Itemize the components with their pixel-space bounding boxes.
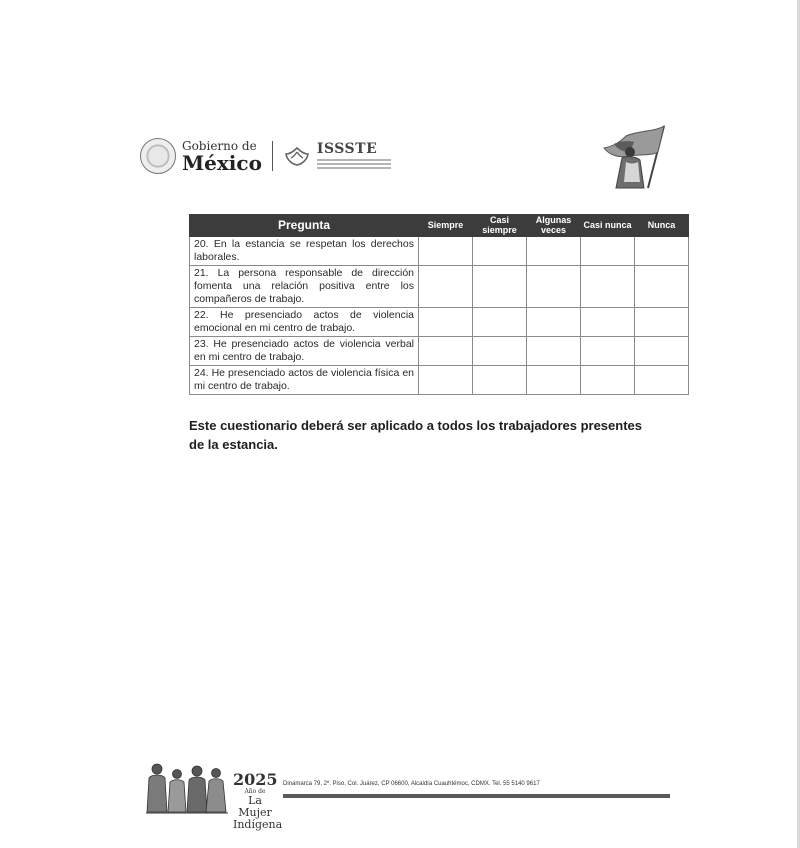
- table-header-row: [190, 215, 689, 237]
- header-logos: [140, 138, 391, 174]
- gobierno-logo-text: [182, 140, 262, 173]
- table-row: [190, 337, 689, 366]
- year-number: 2025: [233, 770, 278, 789]
- answer-cell-algunas-veces[interactable]: [527, 366, 581, 395]
- header-nunca: Nunca: [635, 215, 689, 237]
- answer-cell-algunas-veces[interactable]: [527, 308, 581, 337]
- header-algunas-veces: Algunas veces: [527, 215, 581, 237]
- header-pregunta: Pregunta: [190, 215, 419, 237]
- answer-cell-siempre[interactable]: [419, 266, 473, 308]
- answer-cell-casi-siempre[interactable]: [473, 366, 527, 395]
- question-cell: 23. He presenciado actos de violencia verbal en mi centro de trabajo.: [190, 337, 419, 366]
- answer-cell-casi-nunca[interactable]: [581, 308, 635, 337]
- table-row: [190, 237, 689, 266]
- table-row: [190, 266, 689, 308]
- answer-cell-casi-nunca[interactable]: [581, 237, 635, 266]
- year-logo: [233, 770, 283, 831]
- answer-cell-casi-siempre[interactable]: [473, 266, 527, 308]
- questionnaire-note: Este cuestionario deberá ser aplicado a todos los trabajadores presentes de la estancia.: [189, 418, 642, 452]
- year-label: Año de: [244, 788, 266, 795]
- answer-cell-siempre[interactable]: [419, 366, 473, 395]
- answer-cell-algunas-veces[interactable]: [527, 337, 581, 366]
- issste-hands-icon: [283, 144, 311, 168]
- flag-woman-illustration-icon: [600, 122, 670, 192]
- answer-cell-nunca[interactable]: [635, 308, 689, 337]
- answer-cell-algunas-veces[interactable]: [527, 266, 581, 308]
- national-seal-icon: [140, 138, 176, 174]
- answer-cell-casi-nunca[interactable]: [581, 337, 635, 366]
- question-cell: 22. He presenciado actos de violencia emocional en mi centro de trabajo.: [190, 308, 419, 337]
- answer-cell-siempre[interactable]: [419, 308, 473, 337]
- header-casi-siempre: Casi siempre: [473, 215, 527, 237]
- header-casi-nunca: Casi nunca: [581, 215, 635, 237]
- year-name-line-1: La Mujer: [238, 794, 272, 819]
- answer-cell-siempre[interactable]: [419, 237, 473, 266]
- answer-cell-siempre[interactable]: [419, 337, 473, 366]
- answer-cell-nunca[interactable]: [635, 366, 689, 395]
- answer-cell-casi-nunca[interactable]: [581, 366, 635, 395]
- answer-cell-casi-siempre[interactable]: [473, 337, 527, 366]
- table-row: [190, 366, 689, 395]
- question-cell: 24. He presenciado actos de violencia física en mi centro de trabajo.: [190, 366, 419, 395]
- answer-cell-algunas-veces[interactable]: [527, 237, 581, 266]
- year-name-line-2: Indígena: [233, 818, 283, 831]
- answer-cell-casi-siempre[interactable]: [473, 308, 527, 337]
- header-siempre: Siempre: [419, 215, 473, 237]
- answer-cell-casi-nunca[interactable]: [581, 266, 635, 308]
- table-row: [190, 308, 689, 337]
- answer-cell-nunca[interactable]: [635, 266, 689, 308]
- issste-name: ISSSTE: [316, 141, 378, 157]
- question-cell: 20. En la estancia se respetan los derechos laborales.: [190, 237, 419, 266]
- questionnaire-table: [189, 214, 689, 395]
- logo-separator: [272, 141, 273, 171]
- question-cell: 21. La persona responsable de dirección fomenta una relación positiva entre los compañeros de trabajo.: [190, 266, 419, 308]
- footer-bar: [283, 794, 670, 798]
- issste-subtitle-lines: [317, 159, 391, 171]
- gobierno-big-text: México: [182, 150, 262, 175]
- answer-cell-nunca[interactable]: [635, 237, 689, 266]
- gobierno-small-text: Gobierno de: [182, 138, 257, 153]
- indigenous-women-illustration-icon: [144, 760, 230, 814]
- footer-address: Dinamarca 79, 2º. Piso, Col. Juárez, CP 06600, Alcaldía Cuauhtémoc, CDMX. Tel. 55 5140 9617: [283, 781, 540, 787]
- answer-cell-casi-siempre[interactable]: [473, 237, 527, 266]
- answer-cell-nunca[interactable]: [635, 337, 689, 366]
- issste-logo-text: [317, 141, 391, 171]
